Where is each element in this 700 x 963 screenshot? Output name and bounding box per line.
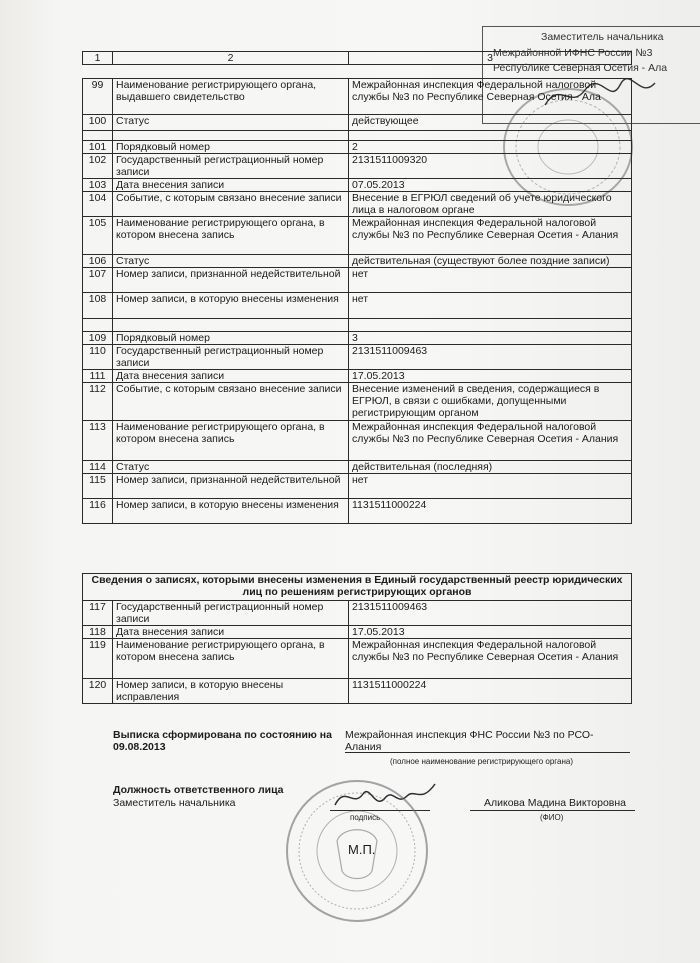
row-number: 116: [83, 499, 113, 524]
generated-date-label: Выписка сформирована по состоянию на 09.08.2013: [113, 729, 332, 753]
row-value: 2131511009320: [349, 154, 632, 179]
fio-underline: [470, 810, 635, 811]
header-col-3: 3: [349, 52, 632, 65]
row-number: 105: [83, 217, 113, 255]
row-label: Номер записи, в которую внесены изменения: [113, 499, 349, 524]
row-value: 2: [349, 141, 632, 154]
row-value: действительная (последняя): [349, 461, 632, 474]
stamp-line-2: Межрайонной ИФНС России №3: [493, 47, 653, 59]
row-label: Государственный регистрационный номер записи: [113, 154, 349, 179]
table-row: [83, 179, 632, 192]
row-number: 106: [83, 255, 113, 268]
mp-label: М.П.: [348, 842, 376, 857]
fio-value: Аликова Мадина Викторовна: [484, 797, 627, 809]
row-label: Государственный регистрационный номер записи: [113, 345, 349, 370]
corrections-table: [82, 573, 632, 704]
row-label: Номер записи, признанной недействительной: [113, 268, 349, 293]
authority-name: Межрайонная инспекция ФНС России №3 по РСО-Алания: [345, 729, 594, 753]
row-label: Событие, с которым связано внесение записи: [113, 192, 349, 217]
table-row: [83, 601, 632, 626]
row-number: 111: [83, 370, 113, 383]
table-row: [83, 255, 632, 268]
table-row: [83, 421, 632, 461]
row-label: Статус: [113, 461, 349, 474]
table-row: [83, 383, 632, 421]
table-spacer: [83, 319, 632, 332]
row-value: 17.05.2013: [349, 370, 632, 383]
row-number: 99: [83, 79, 113, 115]
row-value: 2131511009463: [349, 345, 632, 370]
authority-caption: (полное наименование регистрирующего органа): [390, 757, 573, 766]
table-row: [83, 345, 632, 370]
row-number: 102: [83, 154, 113, 179]
row-value: 1131511000224: [349, 679, 632, 704]
row-label: Статус: [113, 255, 349, 268]
table-row: [83, 115, 632, 131]
table-row: [83, 370, 632, 383]
table-row: [83, 154, 632, 179]
row-number: 112: [83, 383, 113, 421]
row-label: Номер записи, признанной недействительной: [113, 474, 349, 499]
row-number: 118: [83, 626, 113, 639]
table-row: [83, 626, 632, 639]
row-number: 107: [83, 268, 113, 293]
stamp-line-1: Заместитель начальника: [541, 31, 664, 43]
table-spacer: [83, 131, 632, 141]
row-value: 07.05.2013: [349, 179, 632, 192]
table-row: [83, 192, 632, 217]
row-number: 113: [83, 421, 113, 461]
table-row: [83, 461, 632, 474]
row-label: Наименование регистрирующего органа, в котором внесена запись: [113, 639, 349, 679]
position-value: Заместитель начальника: [113, 797, 236, 809]
authority-underline: [345, 752, 630, 753]
row-label: Номер записи, в которую внесены исправления: [113, 679, 349, 704]
row-value: Межрайонная инспекция Федеральной налоговой службы №3 по Республике Северная Осетия - Ала: [349, 79, 632, 115]
row-number: 108: [83, 293, 113, 319]
table-row: [83, 639, 632, 679]
row-label: Дата внесения записи: [113, 626, 349, 639]
fio-caption: (ФИО): [540, 813, 564, 822]
row-value: Внесение изменений в сведения, содержащиеся в ЕГРЮЛ, в связи с ошибками, допущенными регистрирующим органом: [349, 383, 632, 421]
section-title: Сведения о записях, которыми внесены изменения в Единый государственный реестр юридических лиц по решениям регистрирующих органов: [83, 574, 632, 601]
row-label: Статус: [113, 115, 349, 131]
table-header-row: [82, 51, 632, 65]
row-value: нет: [349, 268, 632, 293]
row-label: Порядковый номер: [113, 332, 349, 345]
row-number: 117: [83, 601, 113, 626]
header-col-1: 1: [83, 52, 113, 65]
row-number: 100: [83, 115, 113, 131]
header-col-2: 2: [113, 52, 349, 65]
row-number: 114: [83, 461, 113, 474]
row-label: Наименование регистрирующего органа, в котором внесена запись: [113, 421, 349, 461]
row-number: 109: [83, 332, 113, 345]
row-label: Наименование регистрирующего органа, выдавшего свидетельство: [113, 79, 349, 115]
table-row: [83, 141, 632, 154]
row-value: Внесение в ЕГРЮЛ сведений об учете юридического лица в налоговом органе: [349, 192, 632, 217]
table-row: [83, 293, 632, 319]
row-value: действительная (существуют более поздние записи): [349, 255, 632, 268]
row-label: Дата внесения записи: [113, 179, 349, 192]
row-number: 103: [83, 179, 113, 192]
position-heading: Должность ответственного лица: [113, 784, 284, 796]
row-value: Межрайонная инспекция Федеральной налоговой службы №3 по Республике Северная Осетия - Алания: [349, 217, 632, 255]
row-number: 101: [83, 141, 113, 154]
row-number: 120: [83, 679, 113, 704]
table-row: [83, 268, 632, 293]
row-label: Государственный регистрационный номер записи: [113, 601, 349, 626]
row-number: 110: [83, 345, 113, 370]
row-value: Межрайонная инспекция Федеральной налоговой службы №3 по Республике Северная Осетия - Алания: [349, 639, 632, 679]
table-row: [83, 474, 632, 499]
row-value: действующее: [349, 115, 632, 131]
row-label: Дата внесения записи: [113, 370, 349, 383]
row-number: 115: [83, 474, 113, 499]
row-label: Порядковый номер: [113, 141, 349, 154]
table-row: [83, 79, 632, 115]
row-label: Событие, с которым связано внесение записи: [113, 383, 349, 421]
row-value: 1131511000224: [349, 499, 632, 524]
section-title-row: [83, 574, 632, 601]
table-row: [83, 679, 632, 704]
row-value: Межрайонная инспекция Федеральной налоговой службы №3 по Республике Северная Осетия - Алания: [349, 421, 632, 461]
stamp-line-3: Республике Северная Осетия - Ала: [493, 62, 668, 74]
row-label: Наименование регистрирующего органа, в котором внесена запись: [113, 217, 349, 255]
table-row: [83, 332, 632, 345]
signature-caption: подпись: [350, 813, 381, 822]
row-number: 119: [83, 639, 113, 679]
row-value: нет: [349, 474, 632, 499]
row-number: 104: [83, 192, 113, 217]
row-value: 2131511009463: [349, 601, 632, 626]
row-value: 17.05.2013: [349, 626, 632, 639]
table-row: [83, 217, 632, 255]
table-row: [83, 499, 632, 524]
row-value: нет: [349, 293, 632, 319]
register-table: [82, 78, 632, 524]
row-label: Номер записи, в которую внесены изменения: [113, 293, 349, 319]
row-value: 3: [349, 332, 632, 345]
